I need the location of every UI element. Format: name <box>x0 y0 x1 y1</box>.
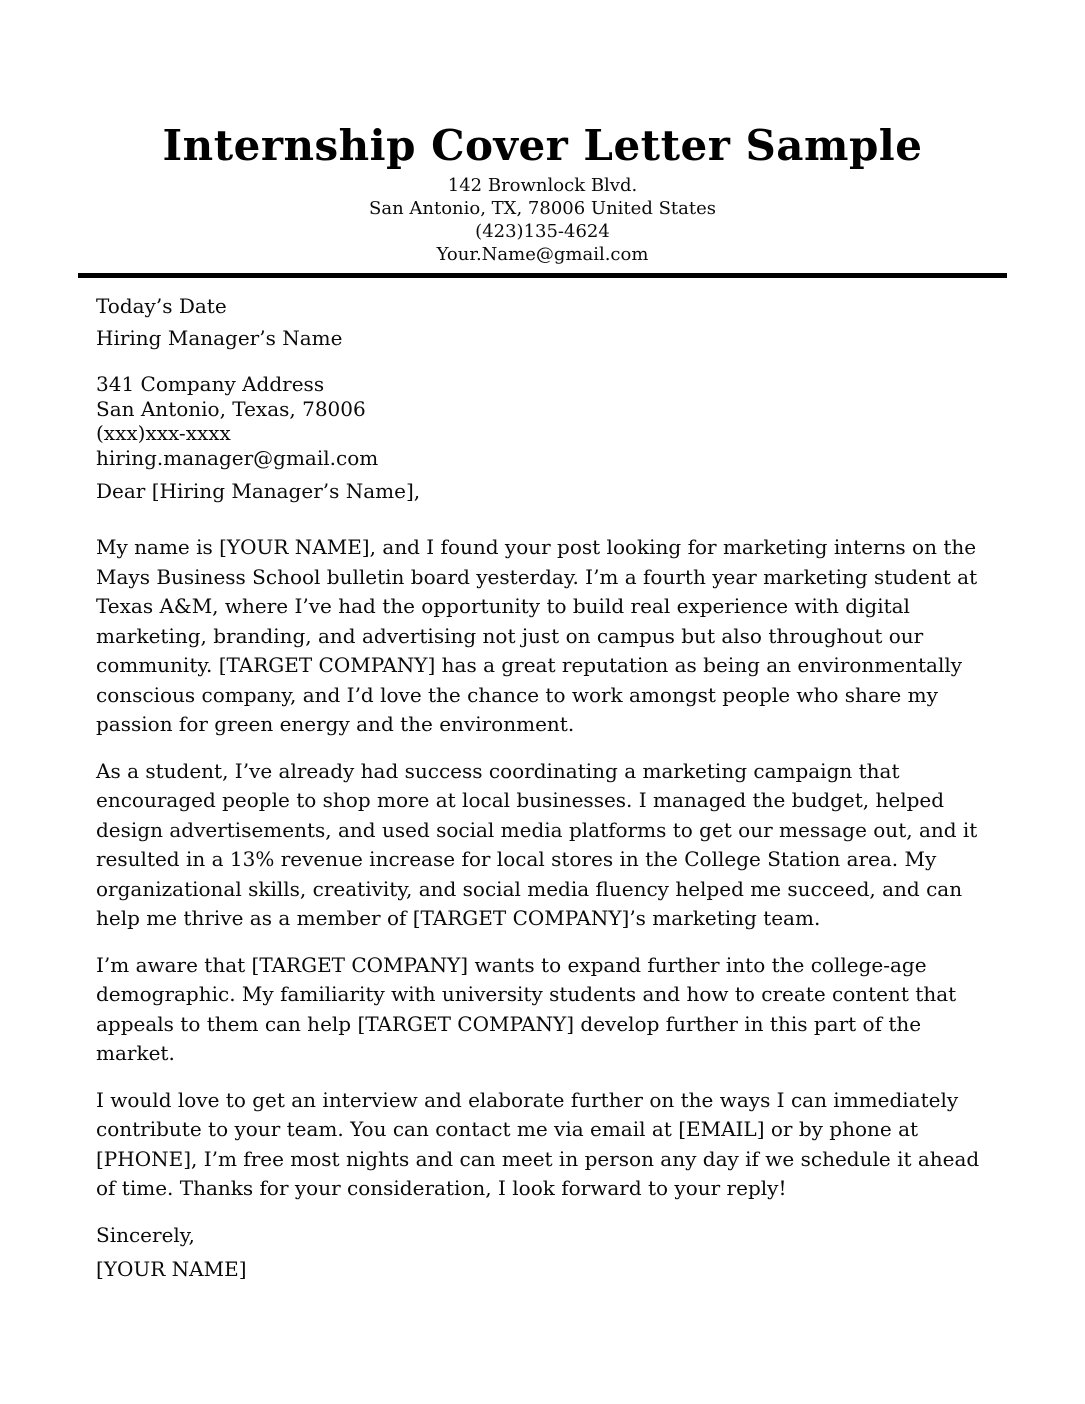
recipient-phone: (xxx)xxx-xxxx <box>96 421 231 445</box>
body-paragraph-1: My name is [YOUR NAME], and I found your post looking for marketing interns on the Mays Business School bulletin board yesterday. I’m a fourth year marketing student at Texas A&M, where I’ve had the opportunity to build real experience with digital marketing, branding, and advertising not just on campus but also throughout our community. [TARGET COMPANY] has a great reputation as being an environmentally conscious company, and I’d love the chance to work amongst people who share my passion for green energy and the environment. <box>96 535 978 736</box>
closing-signoff: Sincerely, <box>96 1222 195 1247</box>
date-line: Today’s Date <box>96 294 227 318</box>
sender-city-state: San Antonio, TX, 78006 United States <box>369 198 716 219</box>
salutation: Dear [Hiring Manager’s Name], <box>96 479 421 503</box>
sender-phone: (423)135-4624 <box>475 221 610 242</box>
sender-email: Your.Name@gmail.com <box>436 244 649 265</box>
recipient-address-block <box>96 372 989 470</box>
letter-body <box>96 292 989 1283</box>
recipient-city-state: San Antonio, Texas, 78006 <box>96 396 366 421</box>
page-title: Internship Cover Letter Sample <box>162 121 923 170</box>
letter-header <box>96 122 989 278</box>
body-paragraph-2: As a student, I’ve already had success coordinating a marketing campaign that encouraged people to shop more at local businesses. I managed the budget, helped design advertisements, and used social media platforms to get our message out, and it resulted in a 13% revenue increase for local stores in the College Station area. My organizational skills, creativity, and social media fluency helped me succeed, and can help me thrive as a member of [TARGET COMPANY]’s marketing team. <box>96 758 978 930</box>
header-divider-rule <box>78 273 1007 278</box>
sender-contact-block <box>96 174 989 266</box>
closing-signature-name: [YOUR NAME] <box>96 1256 247 1281</box>
body-paragraph-3: I’m aware that [TARGET COMPANY] wants to expand further into the college-age demographic. My familiarity with university students and how to create content that appeals to them can help [TARGET COMPANY] develop further in this part of the market. <box>96 952 957 1065</box>
recipient-name: Hiring Manager’s Name <box>96 326 343 350</box>
recipient-email: hiring.manager@gmail.com <box>96 445 379 470</box>
sender-street-address: 142 Brownlock Blvd. <box>447 175 638 196</box>
body-paragraph-4: I would love to get an interview and elaborate further on the ways I can immediately contribute to your team. You can contact me via email at [EMAIL] or by phone at [PHONE], I’m free most nights and can meet in person any day if we schedule it ahead of time. Thanks for your consideration, I look forward to your reply! <box>96 1087 980 1200</box>
recipient-street-address: 341 Company Address <box>96 372 325 396</box>
